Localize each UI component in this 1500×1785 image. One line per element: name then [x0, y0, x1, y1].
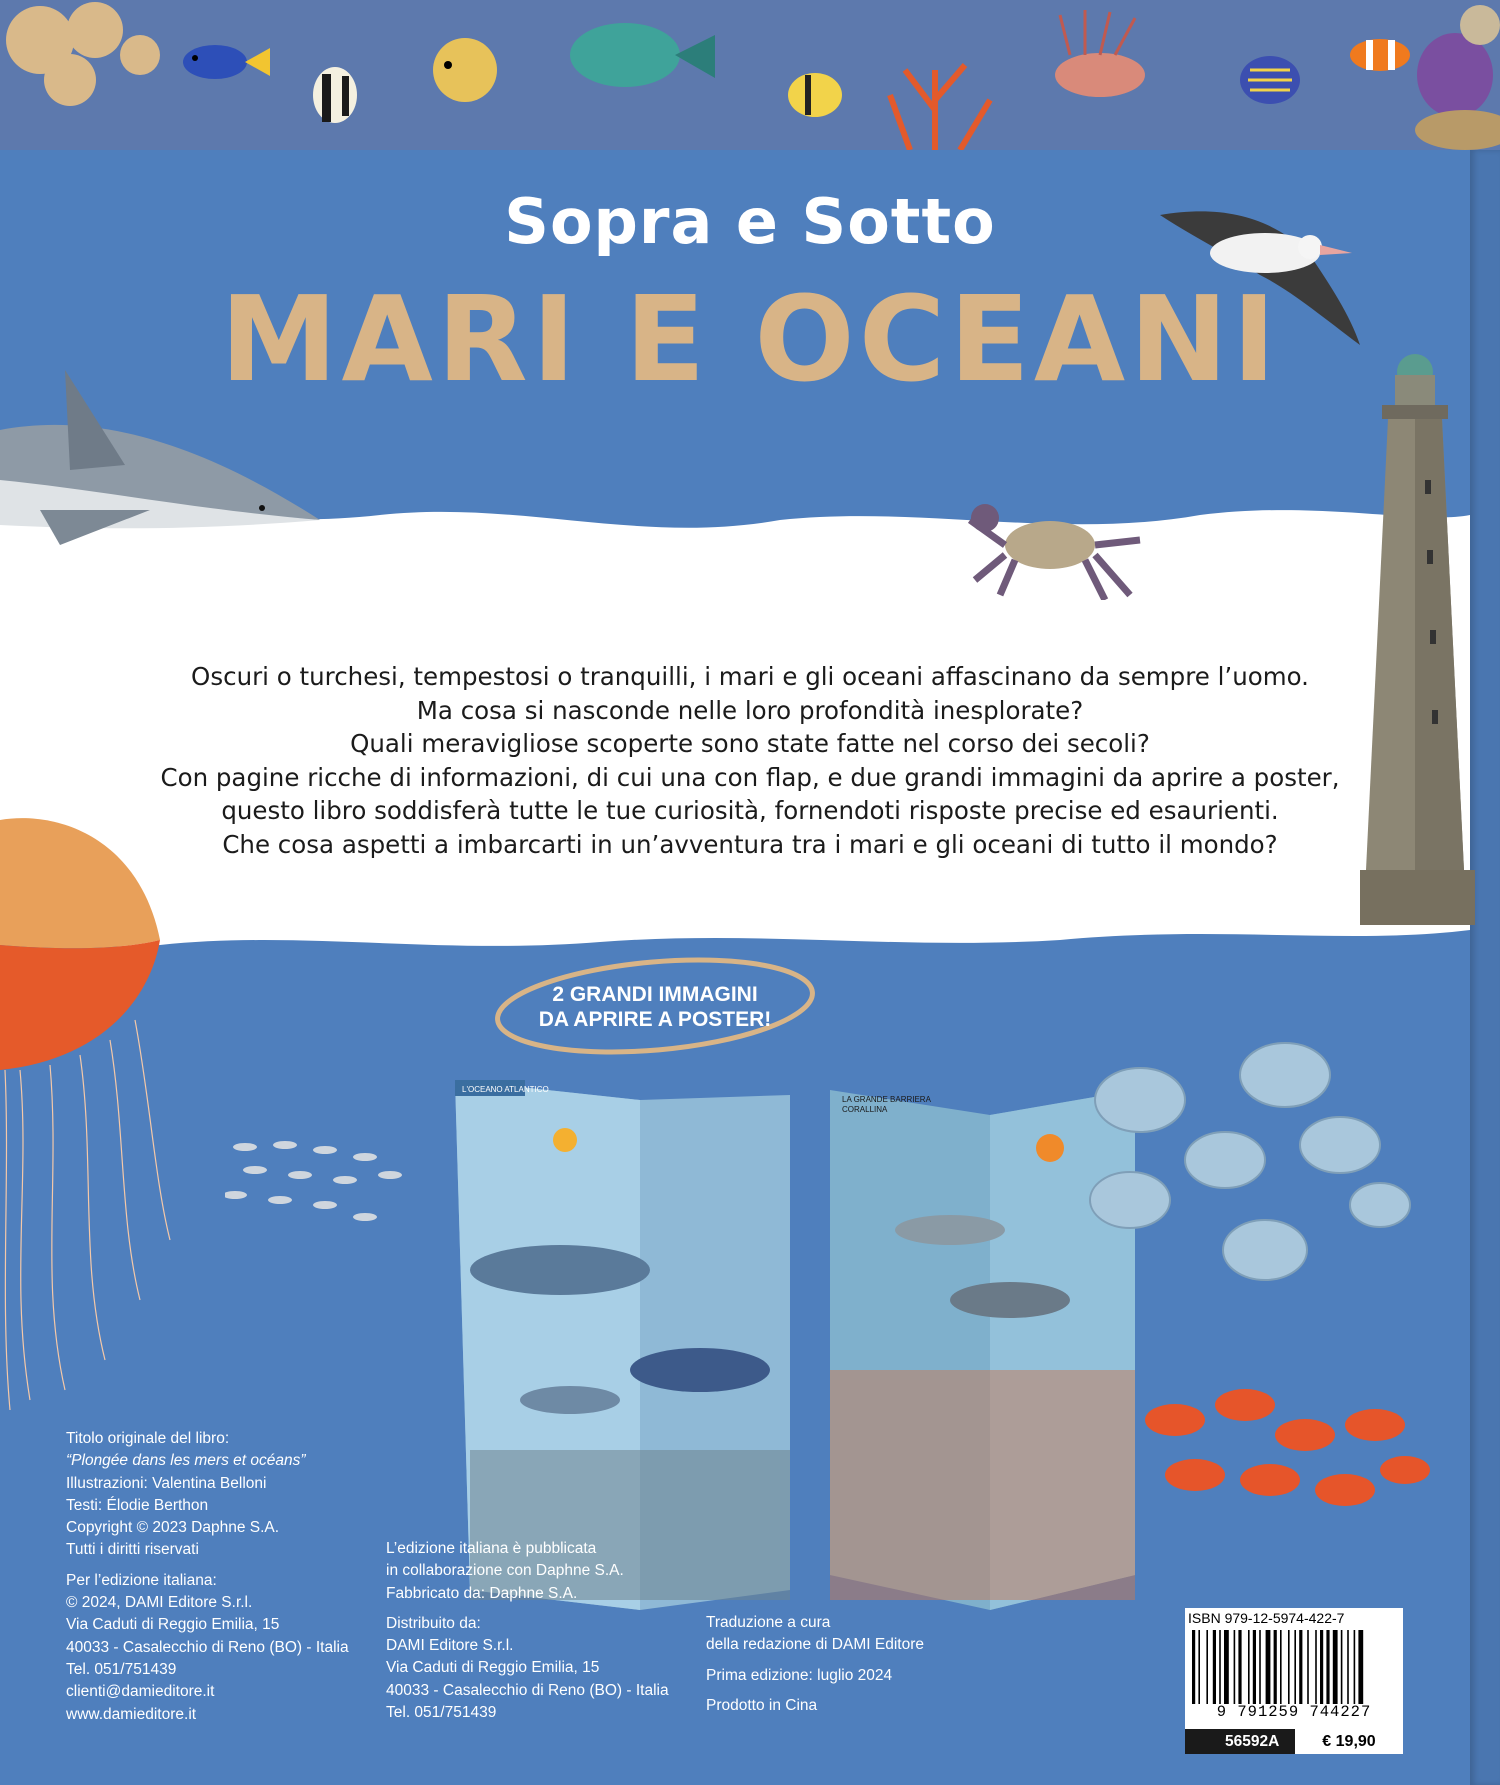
description-line: Ma cosa si nasconde nelle loro profondità inesplorate? — [416, 695, 1084, 725]
description-line: Quali meravigliose scoperte sono state fatte nel corso dei secoli? — [350, 729, 1150, 758]
credit-line: Tutti i diritti riservati — [66, 1541, 199, 1559]
credit-line: Per l’edizione italiana: — [66, 1571, 217, 1589]
credit-line — [66, 1562, 349, 1570]
credit-line: Via Caduti di Reggio Emilia, 15 — [66, 1616, 280, 1634]
barcode-digits: 9 791259 744227 — [1216, 1703, 1372, 1721]
barcode-bar — [1248, 1630, 1250, 1704]
credit-line: Fabbricato da: Daphne S.A. — [386, 1584, 578, 1602]
credit-line: DAMI Editore S.r.l. — [386, 1637, 514, 1655]
barcode-bar — [1219, 1630, 1221, 1704]
credit-line: della redazione di DAMI Editore — [706, 1636, 924, 1654]
credits-column-1 — [66, 1428, 349, 1726]
credit-line: Tel. 051/751439 — [66, 1660, 177, 1678]
atlantic-poster-icon — [455, 1080, 790, 1610]
barcode-bar — [1266, 1630, 1271, 1704]
credit-line: Traduzione a cura — [706, 1614, 831, 1631]
credit-line — [706, 1687, 924, 1695]
credit-line: Illustrazioni: Valentina Belloni — [66, 1474, 267, 1492]
credit-line: clienti@damieditore.it — [66, 1683, 215, 1701]
price-label: € 19,90 — [1322, 1732, 1376, 1750]
description-line: questo libro soddisferà tutte le tue curiosità, fornendoti risposte precise ed esaurienti. — [221, 796, 1279, 825]
description-line: Oscuri o turchesi, tempestosi o tranquilli, i mari e gli oceani affascinano da sempre l’uomo. — [191, 662, 1309, 691]
barcode-bar — [1224, 1630, 1229, 1704]
crab-illustration — [965, 500, 1145, 600]
jellyfish-illustration — [0, 800, 180, 1420]
left-poster-label: L'OCEANO ATLANTICO — [462, 1085, 549, 1094]
credit-line: 40033 - Casalecchio di Reno (BO) - Italia — [386, 1681, 669, 1699]
barcode-bar — [1280, 1630, 1282, 1704]
badge-line-1: 2 GRANDI IMMAGINI — [552, 983, 758, 1006]
barcode-bar — [1299, 1630, 1302, 1704]
description-text — [90, 660, 1410, 861]
description-line: Che cosa aspetti a imbarcarti in un’avventura tra i mari e gli oceani di tutto il mondo? — [222, 829, 1278, 859]
series-title: Sopra e Sotto — [504, 185, 996, 258]
barcode-bar — [1206, 1630, 1208, 1704]
credit-line: L’edizione italiana è pubblicata — [386, 1540, 597, 1557]
credit-line: 40033 - Casalecchio di Reno (BO) - Italia — [66, 1638, 349, 1656]
product-code: 56592A — [1185, 1729, 1295, 1754]
barcode-bar — [1294, 1630, 1296, 1704]
price-box — [1185, 1729, 1403, 1754]
barcode-bar — [1288, 1630, 1290, 1704]
credit-line — [386, 1605, 669, 1613]
red-fish-school-illustration — [1135, 1380, 1435, 1520]
barcode-bar — [1234, 1630, 1236, 1704]
barcode-bar — [1347, 1630, 1349, 1704]
badge-line-2: DA APRIRE A POSTER! — [538, 1008, 772, 1031]
credit-line: Via Caduti di Reggio Emilia, 15 — [386, 1659, 600, 1677]
silver-fish-school-illustration — [1050, 1030, 1450, 1310]
credit-line: Titolo originale del libro: — [66, 1430, 230, 1447]
barcode-bar — [1307, 1630, 1309, 1704]
credit-line: “Plongée dans les mers et océans” — [66, 1452, 306, 1470]
barcode-icon — [1190, 1630, 1400, 1704]
barcode-bar — [1320, 1630, 1323, 1704]
barcode-bar — [1333, 1630, 1338, 1704]
credit-line: Prodotto in Cina — [706, 1696, 818, 1714]
sardine-school-illustration — [225, 1135, 445, 1225]
credits-column-3 — [706, 1612, 924, 1717]
credit-line: www.damieditore.it — [66, 1705, 197, 1723]
barcode-bar — [1341, 1630, 1343, 1704]
barcode-bar — [1259, 1630, 1261, 1704]
credit-line: in collaborazione con Daphne S.A. — [386, 1562, 624, 1580]
barcode-bar — [1192, 1630, 1195, 1704]
barcode-bar — [1253, 1630, 1256, 1704]
right-poster-label-2: CORALLINA — [842, 1105, 888, 1114]
credit-line — [706, 1657, 924, 1665]
barcode-bar — [1238, 1630, 1241, 1704]
credit-line: Copyright © 2023 Daphne S.A. — [66, 1519, 280, 1537]
credit-line: Testi: Élodie Berthon — [66, 1496, 209, 1514]
credit-line: Prima edizione: luglio 2024 — [706, 1666, 893, 1684]
barcode-bar — [1315, 1630, 1317, 1704]
isbn-label: ISBN 979-12-5974-422-7 — [1188, 1610, 1345, 1626]
main-title: MARI E OCEANI — [220, 270, 1280, 408]
right-poster-label-1: LA GRANDE BARRIERA — [842, 1095, 931, 1104]
barcode-bar — [1354, 1630, 1356, 1704]
credit-line: Tel. 051/751439 — [386, 1704, 497, 1722]
barcode-bar — [1326, 1630, 1329, 1704]
barcode-bar — [1358, 1630, 1363, 1704]
credit-line: © 2024, DAMI Editore S.r.l. — [66, 1594, 253, 1612]
credit-line: Distribuito da: — [386, 1614, 481, 1632]
barcode-bar — [1198, 1630, 1200, 1704]
barcode-bar — [1213, 1630, 1216, 1704]
credits-column-2 — [386, 1538, 669, 1724]
description-line: Con pagine ricche di informazioni, di cui una con flap, e due grandi immagini da aprire a poster, — [160, 762, 1340, 792]
barcode-bar — [1274, 1630, 1277, 1704]
poster-badge-text — [490, 982, 820, 1032]
